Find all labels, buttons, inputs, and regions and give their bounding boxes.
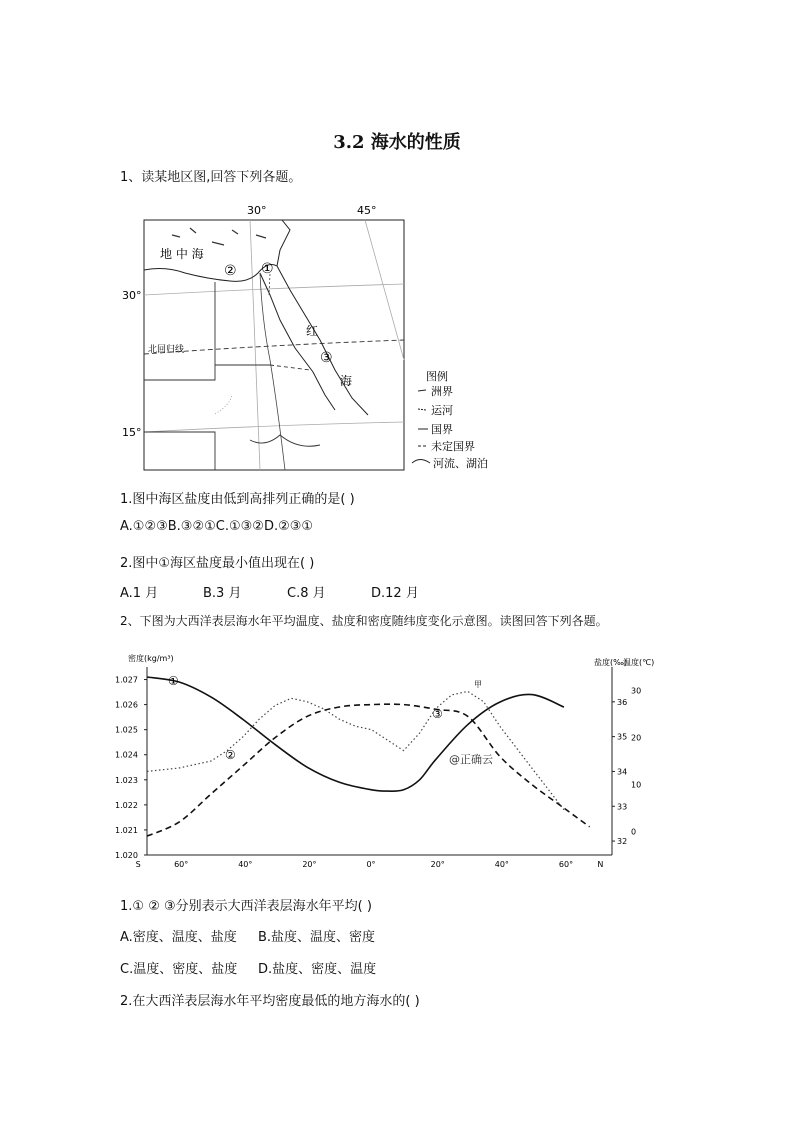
temperature-ticks	[631, 687, 641, 837]
red-sea-west-coast	[260, 273, 335, 410]
legend-item-disputed: 未定国界	[431, 440, 475, 453]
section2-heading: 2、下图为大西洋表层海水年平均温度、盐度和密度随纬度变化示意图。读图回答下列各题。	[120, 614, 608, 628]
salinity-axis-label: 盐度(‰)	[594, 658, 627, 667]
s1-question-2: 2.图中①海区盐度最小值出现在( )	[120, 556, 315, 571]
temperature-tick-label: 30	[631, 686, 642, 696]
section1-heading: 1、读某地区图,回答下列各题。	[120, 170, 302, 185]
x-ticks	[136, 860, 604, 869]
s2-q1-option-d: D.盐度、密度、温度	[258, 962, 377, 977]
suez-canal	[269, 274, 270, 295]
x-tick-label: 40°	[494, 860, 509, 869]
marker-2: ②	[224, 263, 237, 279]
annotation-jia: 甲	[474, 680, 482, 689]
x-tick-label: 20°	[302, 860, 317, 869]
density-tick-label: 1.025	[115, 725, 138, 735]
s1-q2-option-a: A.1 月	[120, 586, 159, 601]
atlantic-chart	[112, 645, 655, 870]
density-tick-label: 1.027	[115, 675, 138, 685]
marker-3: ③	[320, 350, 333, 366]
density-tick-label: 1.020	[115, 851, 138, 860]
left-axis-label: 密度(kg/m³)	[128, 654, 174, 663]
series-density-line	[147, 677, 564, 791]
series-salinity-line	[147, 691, 564, 809]
density-tick-label: 1.022	[115, 800, 138, 810]
lon-label-30: 30°	[247, 204, 267, 217]
x-tick-label: S	[135, 860, 141, 869]
temperature-axis-label: 温度(℃)	[623, 658, 655, 667]
density-tick-label: 1.021	[115, 825, 138, 835]
legend-continent-line	[418, 390, 426, 391]
density-tick-label: 1.023	[115, 775, 138, 785]
s2-question-1: 1.① ② ③分别表示大西洋表层海水年平均( )	[120, 899, 372, 914]
sea-label-mediterranean: 地 中 海	[160, 247, 204, 261]
legend-canal-line	[418, 409, 426, 410]
legend-river-line	[412, 460, 430, 464]
sea-label-sea: 海	[340, 374, 353, 388]
legend-item-canal: 运河	[431, 404, 453, 417]
border-line	[144, 432, 215, 470]
legend-item-river: 河流、湖泊	[433, 457, 488, 470]
density-ticks	[115, 676, 147, 860]
x-tick-label: N	[597, 860, 604, 869]
river-line	[215, 395, 232, 414]
page-title: 3.2 海水的性质	[333, 132, 461, 153]
legend-title: 图例	[426, 370, 448, 383]
border-line	[144, 282, 215, 380]
tropic-label: 北回归线	[148, 345, 185, 355]
salinity-tick-label: 32	[617, 837, 628, 847]
legend-item-border: 国界	[431, 423, 453, 436]
border-line	[250, 435, 320, 446]
chart-svg	[112, 645, 655, 870]
legend-item-continent: 洲界	[431, 385, 453, 398]
series-label-2: ②	[225, 748, 236, 762]
lon-label-45: 45°	[357, 204, 377, 217]
density-tick-label: 1.026	[115, 700, 138, 710]
x-tick-label: 60°	[558, 860, 574, 869]
x-tick-label: 60°	[174, 860, 189, 869]
salinity-tick-label: 34	[617, 767, 628, 777]
s1-question-1-options: A.①②③B.③②①C.①③②D.②③①	[120, 519, 314, 534]
sea-label-red: 红	[306, 324, 319, 338]
s2-question-2: 2.在大西洋表层海水年平均密度最低的地方海水的( )	[120, 994, 420, 1009]
s1-question-1: 1.图中海区盐度由低到高排列正确的是( )	[120, 492, 355, 507]
s2-q1-option-b: B.盐度、温度、密度	[258, 930, 376, 945]
temperature-tick-label: 20	[631, 733, 642, 743]
longitude-45-line	[365, 220, 404, 360]
latitude-30-line	[144, 284, 404, 295]
series-label-3: ③	[432, 707, 443, 721]
series-label-1: ①	[168, 674, 179, 688]
s1-q2-option-d: D.12 月	[371, 586, 419, 601]
s2-q1-option-c: C.温度、密度、盐度	[120, 962, 238, 977]
lat-label-15: 15°	[122, 426, 142, 439]
longitude-30-line	[250, 220, 260, 470]
marker-1: ①	[261, 261, 274, 277]
x-tick-label: 40°	[238, 860, 253, 869]
temperature-tick-label: 0	[631, 827, 637, 837]
s1-q2-option-b: B.3 月	[203, 586, 242, 601]
s2-q1-option-a: A.密度、温度、盐度	[120, 930, 237, 945]
islands	[172, 228, 266, 245]
salinity-ticks	[612, 698, 627, 846]
disputed-border	[270, 365, 310, 370]
salinity-tick-label: 36	[617, 697, 628, 707]
s1-q2-option-c: C.8 月	[287, 586, 326, 601]
salinity-tick-label: 33	[617, 802, 628, 812]
x-tick-label: 0°	[366, 860, 376, 869]
series-temperature-line	[147, 704, 590, 836]
region-map	[120, 200, 520, 475]
salinity-tick-label: 35	[617, 732, 628, 742]
latitude-15-line	[144, 422, 404, 432]
lat-label-30: 30°	[122, 289, 142, 302]
watermark: @正确云	[449, 753, 493, 766]
x-tick-label: 20°	[430, 860, 445, 869]
density-tick-label: 1.024	[115, 750, 138, 760]
temperature-tick-label: 10	[631, 780, 642, 790]
